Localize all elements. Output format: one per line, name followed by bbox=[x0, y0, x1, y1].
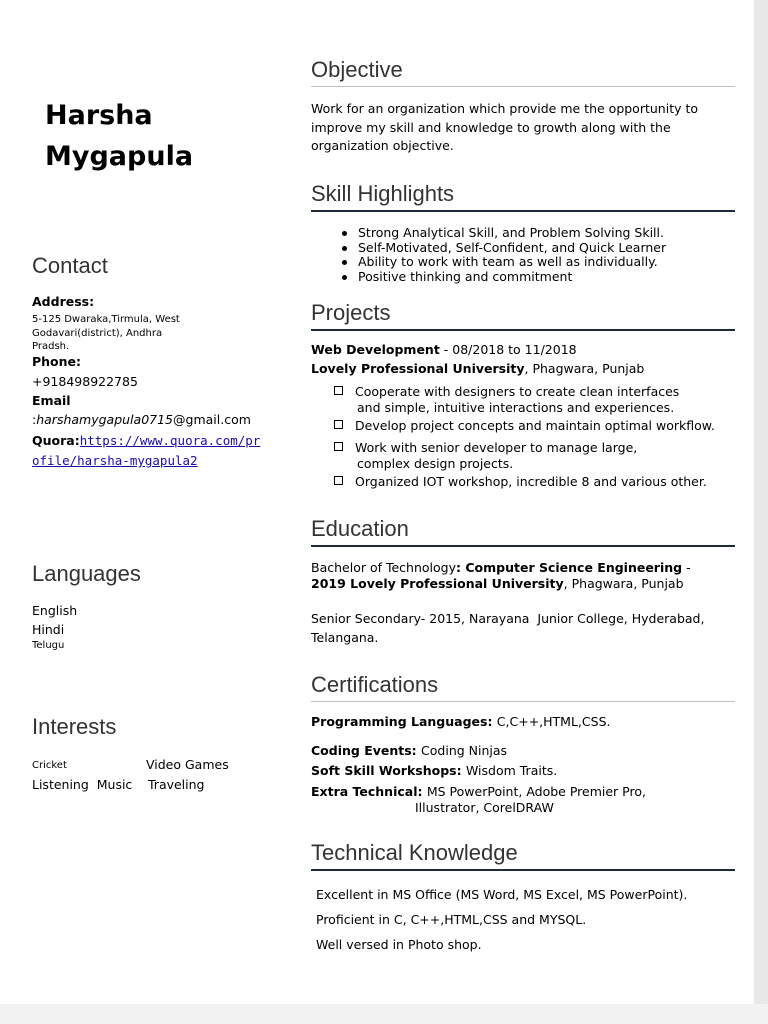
objective-line-3: organization objective. bbox=[311, 138, 454, 153]
contact-heading: Contact bbox=[32, 253, 108, 278]
quora-row bbox=[32, 431, 260, 450]
address-line-3: Pradsh. bbox=[32, 341, 70, 352]
cert-extra-label: Extra Technical: bbox=[311, 784, 427, 799]
checkbox-bullet-icon bbox=[334, 476, 343, 485]
address-line-1: 5-125 Dwaraka,Tirmula, West bbox=[32, 314, 180, 325]
cert-soft bbox=[311, 762, 557, 780]
address-line-2: Godavari(district), Andhra bbox=[32, 328, 163, 339]
project-title-row bbox=[311, 341, 577, 359]
interest-cricket: Cricket bbox=[32, 760, 67, 771]
skill-item: Self-Motivated, Self-Confident, and Quick Learner bbox=[340, 241, 666, 256]
checkbox-bullet-icon bbox=[334, 420, 343, 429]
email-prefix: : bbox=[32, 412, 37, 427]
cert-programming bbox=[311, 713, 610, 731]
email-label: Email bbox=[32, 393, 71, 408]
education-heading: Education bbox=[311, 516, 735, 547]
project-dates: - 08/2018 to 11/2018 bbox=[439, 342, 577, 357]
technical-line-1: Excellent in MS Office (MS Word, MS Excel, MS PowerPoint). bbox=[316, 887, 688, 902]
technical-line-2: Proficient in C, C++,HTML,CSS and MYSQL. bbox=[316, 912, 587, 927]
technical-line-3: Well versed in Photo shop. bbox=[316, 937, 482, 952]
address-label: Address: bbox=[32, 294, 95, 309]
degree-year: 2019 bbox=[311, 576, 351, 591]
project-bullet-text: Cooperate with designers to create clean interfaces bbox=[355, 384, 680, 399]
objective-line-2: improve my skill and knowledge to growth along with the bbox=[311, 120, 671, 135]
quora-link-row-2 bbox=[32, 451, 198, 470]
objective-line-1: Work for an organization which provide me the opportunity to bbox=[311, 101, 699, 116]
certifications-heading: Certifications bbox=[311, 672, 735, 702]
last-name: Mygapula bbox=[45, 141, 194, 172]
project-bullet-text: Work with senior developer to manage large, bbox=[355, 440, 638, 455]
email-domain: @gmail.com bbox=[173, 412, 251, 427]
project-org: Lovely Professional University bbox=[311, 361, 525, 376]
language-telugu: Telugu bbox=[32, 640, 65, 651]
project-bullet-2 bbox=[334, 418, 715, 434]
project-bullet-text-cont: complex design projects. bbox=[357, 456, 514, 471]
project-org-row bbox=[311, 360, 644, 378]
phone-value: +918498922785 bbox=[32, 374, 138, 389]
phone-label: Phone: bbox=[32, 354, 82, 369]
interest-video-games: Video Games bbox=[146, 757, 229, 772]
projects-heading: Projects bbox=[311, 300, 735, 331]
checkbox-bullet-icon bbox=[334, 442, 343, 451]
vertical-scrollbar[interactable] bbox=[754, 0, 768, 1004]
cert-soft-value: Wisdom Traits. bbox=[465, 763, 558, 778]
checkbox-bullet-icon bbox=[334, 386, 343, 395]
first-name: Harsha bbox=[45, 100, 153, 131]
language-hindi: Hindi bbox=[32, 622, 65, 637]
project-location: , Phagwara, Punjab bbox=[524, 361, 645, 376]
language-english: English bbox=[32, 603, 78, 618]
cert-soft-label: Soft Skill Workshops: bbox=[311, 763, 466, 778]
degree-colon: : bbox=[456, 560, 466, 575]
languages-heading: Languages bbox=[32, 561, 141, 586]
objective-heading: Objective bbox=[311, 57, 735, 87]
skills-heading: Skill Highlights bbox=[311, 181, 735, 212]
interests-heading: Interests bbox=[32, 714, 117, 739]
page-bottom-gap bbox=[0, 1004, 768, 1024]
degree-location: , Phagwara, Punjab bbox=[563, 576, 684, 591]
candidate-name bbox=[45, 95, 265, 177]
degree-org: Lovely Professional University bbox=[350, 576, 564, 591]
secondary-line-1: Senior Secondary- 2015, Narayana Junior College, Hyderabad, bbox=[311, 611, 705, 626]
skills-list bbox=[340, 226, 666, 284]
cert-programming-label: Programming Languages: bbox=[311, 714, 497, 729]
degree-field: Computer Science Engineering bbox=[465, 560, 683, 575]
project-bullet-3 bbox=[334, 440, 637, 472]
cert-programming-value: C,C++,HTML,CSS. bbox=[496, 714, 611, 729]
project-bullet-1 bbox=[334, 384, 679, 416]
project-title: Web Development bbox=[311, 342, 440, 357]
skill-item: Strong Analytical Skill, and Problem Solving Skill. bbox=[340, 226, 666, 241]
cert-coding-value: Coding Ninjas bbox=[421, 743, 508, 758]
project-bullet-text: Organized IOT workshop, incredible 8 and various other. bbox=[355, 474, 707, 489]
interest-traveling: Traveling bbox=[148, 777, 205, 792]
cert-coding-label: Coding Events: bbox=[311, 743, 422, 758]
email-user: harshamygapula0715 bbox=[36, 412, 174, 427]
quora-link-line-1[interactable]: https://www.quora.com/pr bbox=[79, 433, 261, 448]
cert-extra-value: MS PowerPoint, Adobe Premier Pro, bbox=[426, 784, 646, 799]
project-bullet-text: Develop project concepts and maintain optimal workflow. bbox=[355, 418, 715, 433]
skill-item: Ability to work with team as well as individually. bbox=[340, 255, 666, 270]
project-bullet-text-cont: and simple, intuitive interactions and experiences. bbox=[357, 400, 675, 415]
quora-label: Quora: bbox=[32, 433, 80, 448]
degree-prefix: Bachelor of Technology bbox=[311, 560, 456, 575]
skill-item: Positive thinking and commitment bbox=[340, 270, 666, 285]
interest-listening-music: Listening Music bbox=[32, 777, 133, 792]
cert-extra-cont: Illustrator, CorelDRAW bbox=[415, 800, 554, 815]
quora-link-line-2[interactable]: ofile/harsha-mygapula2 bbox=[32, 453, 198, 468]
technical-heading: Technical Knowledge bbox=[311, 840, 735, 871]
degree-row-2 bbox=[311, 575, 684, 593]
secondary-line-2: Telangana. bbox=[311, 630, 379, 645]
email-value bbox=[32, 410, 251, 429]
degree-dash: - bbox=[682, 560, 691, 575]
cert-coding bbox=[311, 742, 507, 760]
project-bullet-4 bbox=[334, 474, 707, 490]
